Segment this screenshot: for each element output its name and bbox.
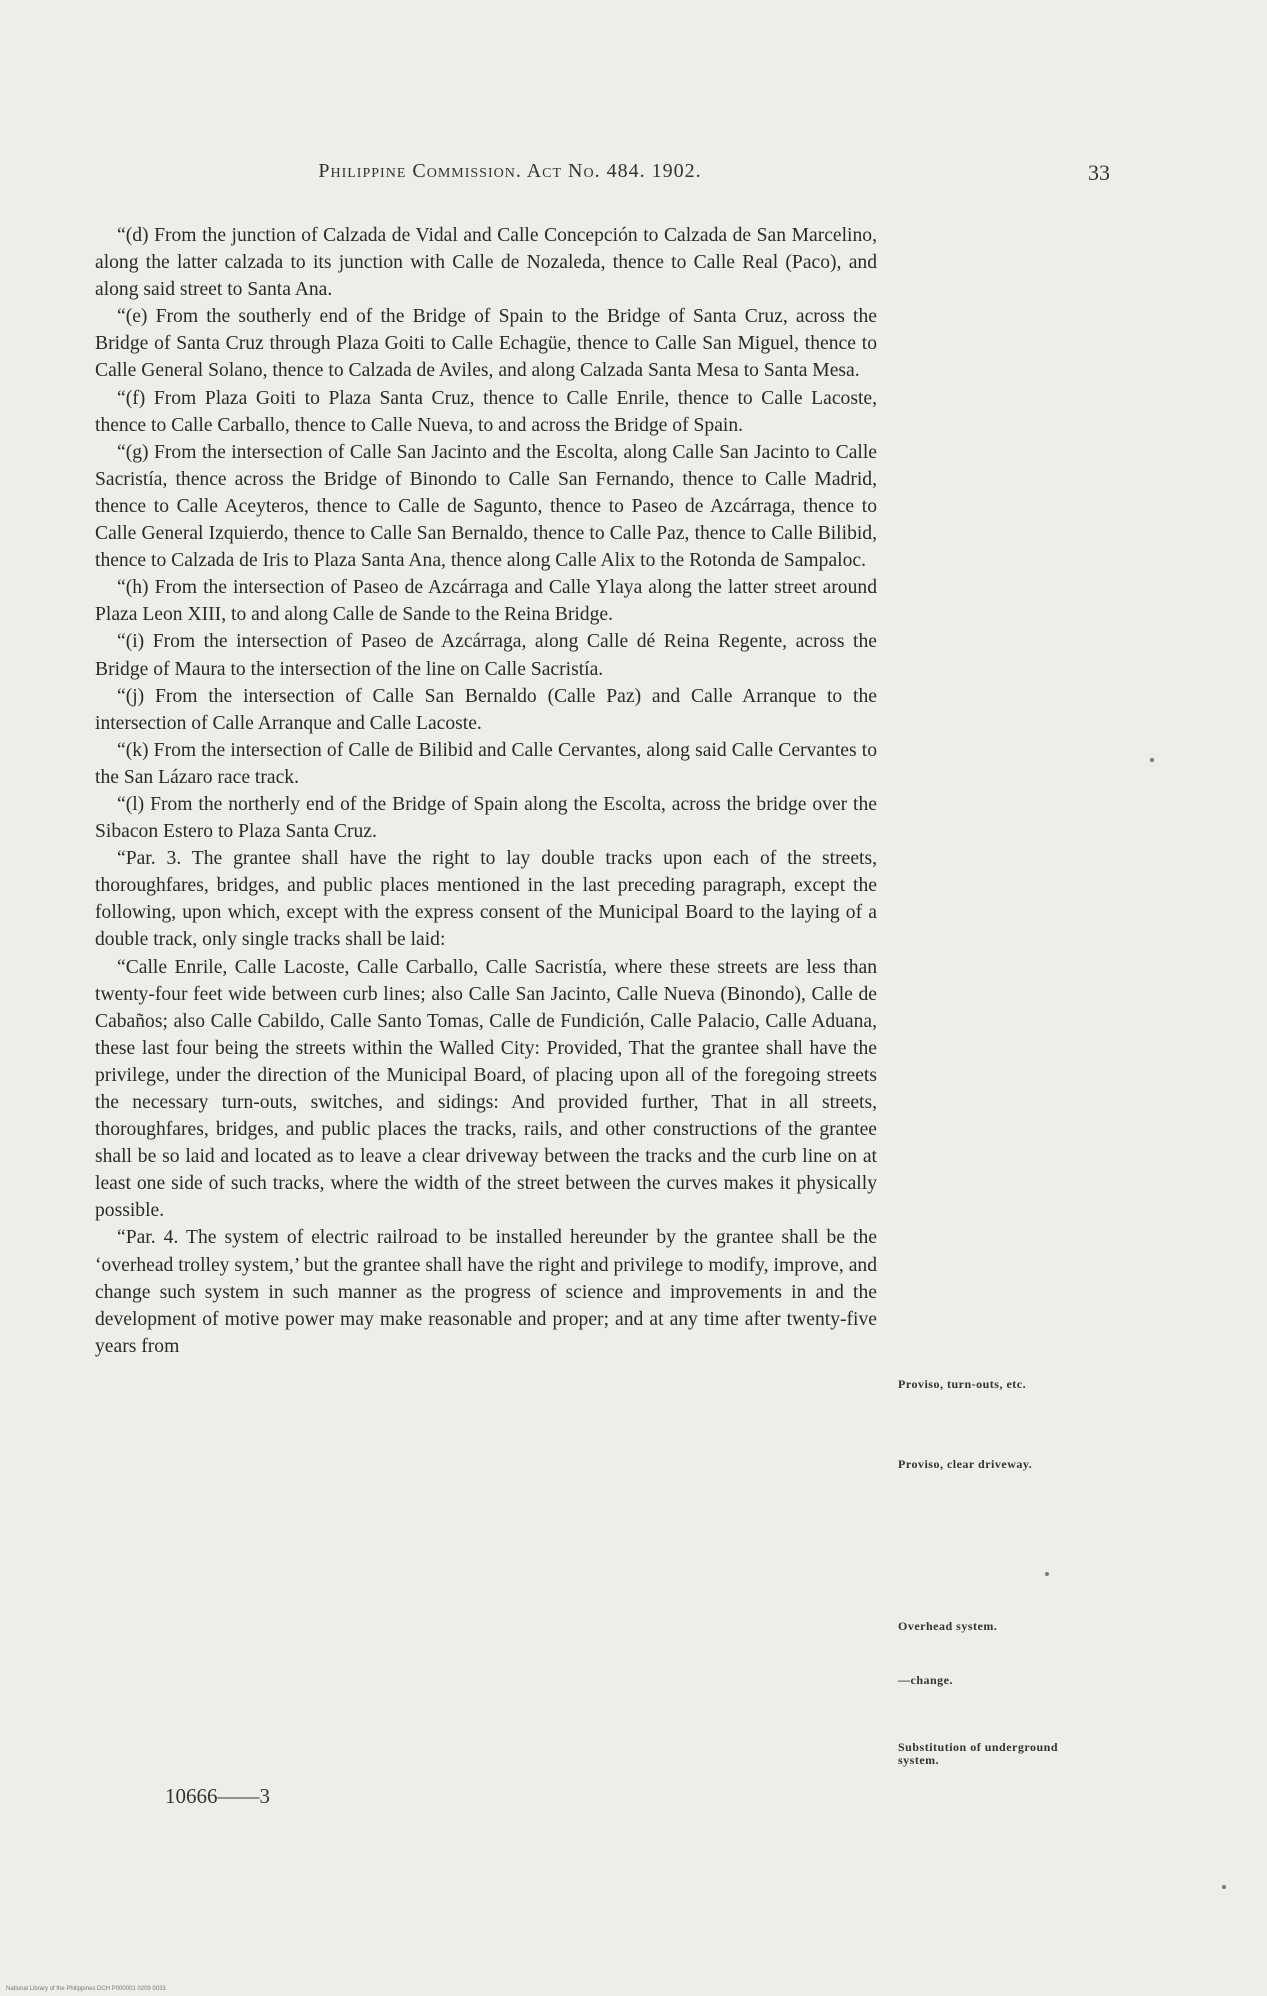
margin-note-change: —change. xyxy=(898,1673,953,1687)
paragraph-l: “(l) From the northerly end of the Bridge of Spain along the Escolta, across the bridge over the Sibacon Estero to Plaza Santa Cruz. xyxy=(95,793,877,843)
margin-note-overhead-system: Overhead system. xyxy=(898,1619,998,1633)
margin-note-proviso-driveway: Proviso, clear driveway. xyxy=(898,1457,1033,1471)
running-header xyxy=(190,160,830,183)
signature-mark: 10666——3 xyxy=(165,1784,270,1808)
paragraph-f: “(f) From Plaza Goiti to Plaza Santa Cruz, thence to Calle Enrile, thence to Calle Lacoste, thence to Calle Carballo, thence to Calle Nueva, to and across the Bridge of Spain. xyxy=(95,387,877,436)
page-number: 33 xyxy=(1088,160,1110,185)
body-text xyxy=(95,222,877,1360)
paragraph-i: “(i) From the intersection of Paseo de Azcárraga, along Calle dé Reina Regente, across the Bridge of Maura to the intersection of the line on Calle Sacristía. xyxy=(95,631,877,680)
paragraph-d: “(d) From the junction of Calzada de Vidal and Calle Concepción to Calzada de San Marcelino, along the latter calzada to its junction with Calle de Nozaleda, thence to Calle Real (Paco), and along said street to Santa Ana. xyxy=(95,225,877,301)
paragraph-par-3: “Par. 3. The grantee shall have the right to lay double tracks upon each of the streets, thoroughfares, bridges, and public places mentioned in the last preceding paragraph, except the following, upon which, except with the express consent of the Municipal Board to the laying of a double track, only single tracks shall be laid: xyxy=(95,848,877,951)
paragraph-e: “(e) From the southerly end of the Bridge of Spain to the Bridge of Santa Cruz, across the Bridge of Santa Cruz through Plaza Goiti to Calle Echagüe, thence to Calle San Miguel, thence to Calle General Solano, thence to Calzada de Aviles, and along Calzada Santa Mesa to Santa Mesa. xyxy=(95,306,877,382)
scan-speck xyxy=(1045,1572,1049,1576)
paragraph-h: “(h) From the intersection of Paseo de Azcárraga and Calle Ylaya along the latter street around Plaza Leon XIII, to and along Calle de Sande to the Reina Bridge. xyxy=(95,577,877,626)
paragraph-par-4: “Par. 4. The system of electric railroad to be installed hereunder by the grantee shall be the ‘overhead trolley system,’ but the grantee shall have the right and privilege to modify, improve, and change such system in such manner as the progress of science and improvements in and the development of motive power may make reasonable and proper; and at any time after twenty-five years from xyxy=(95,1227,877,1357)
margin-note-substitution: Substitution of underground system. xyxy=(898,1740,1058,1767)
scan-speck xyxy=(1222,1885,1226,1889)
paragraph-g: “(g) From the intersection of Calle San Jacinto and the Escolta, along Calle San Jacinto to Calle Sacristía, thence across the Bridge of Binondo to Calle San Fernando, thence to Calle Madrid, thence to Calle Aceyteros, thence to Calle de Sagunto, thence to Paseo de Azcárraga, thence to Calle General Izquierdo, thence to Calle San Bernaldo, thence to Calle Paz, thence to Calle Bilibid, thence to Calzada de Iris to Plaza Santa Ana, thence along Calle Alix to the Rotonda de Sampaloc. xyxy=(95,441,877,572)
margin-note-proviso-turnouts: Proviso, turn-outs, etc. xyxy=(898,1377,1027,1391)
paragraph-k: “(k) From the intersection of Calle de Bilibid and Calle Cervantes, along said Calle Cervantes to the San Lázaro race track. xyxy=(95,739,877,788)
header-title: Philippine Commission. Act No. 484. 1902. xyxy=(318,160,702,182)
paragraph-streets-list: “Calle Enrile, Calle Lacoste, Calle Carballo, Calle Sacristía, where these streets are less than twenty-four feet wide between curb lines; also Calle San Jacinto, Calle Nueva (Binondo), Calle de Cabaños; also Calle Cabildo, Calle Santo Tomas, Calle de Fundición, Calle Palacio, Calle Aduana, these last four being the streets within the Walled City: Provided, That the grantee shall have the privilege, under the direction of the Municipal Board, of placing upon all of the foregoing streets the necessary turn-outs, switches, and sidings: And provided further, That in all streets, thoroughfares, bridges, and public places the tracks, rails, and other constructions of the grantee shall be so laid and located as to leave a clear driveway between the tracks and the curb line on at least one side of such tracks, where the width of the street between the curves makes it physically possible. xyxy=(95,956,877,1222)
scan-credit: National Library of the Philippines DCH P000001 0209 0033 xyxy=(6,1986,166,1992)
paragraph-j: “(j) From the intersection of Calle San Bernaldo (Calle Paz) and Calle Arranque to the intersection of Calle Arranque and Calle Lacoste. xyxy=(95,685,877,734)
scan-speck xyxy=(1150,758,1154,762)
